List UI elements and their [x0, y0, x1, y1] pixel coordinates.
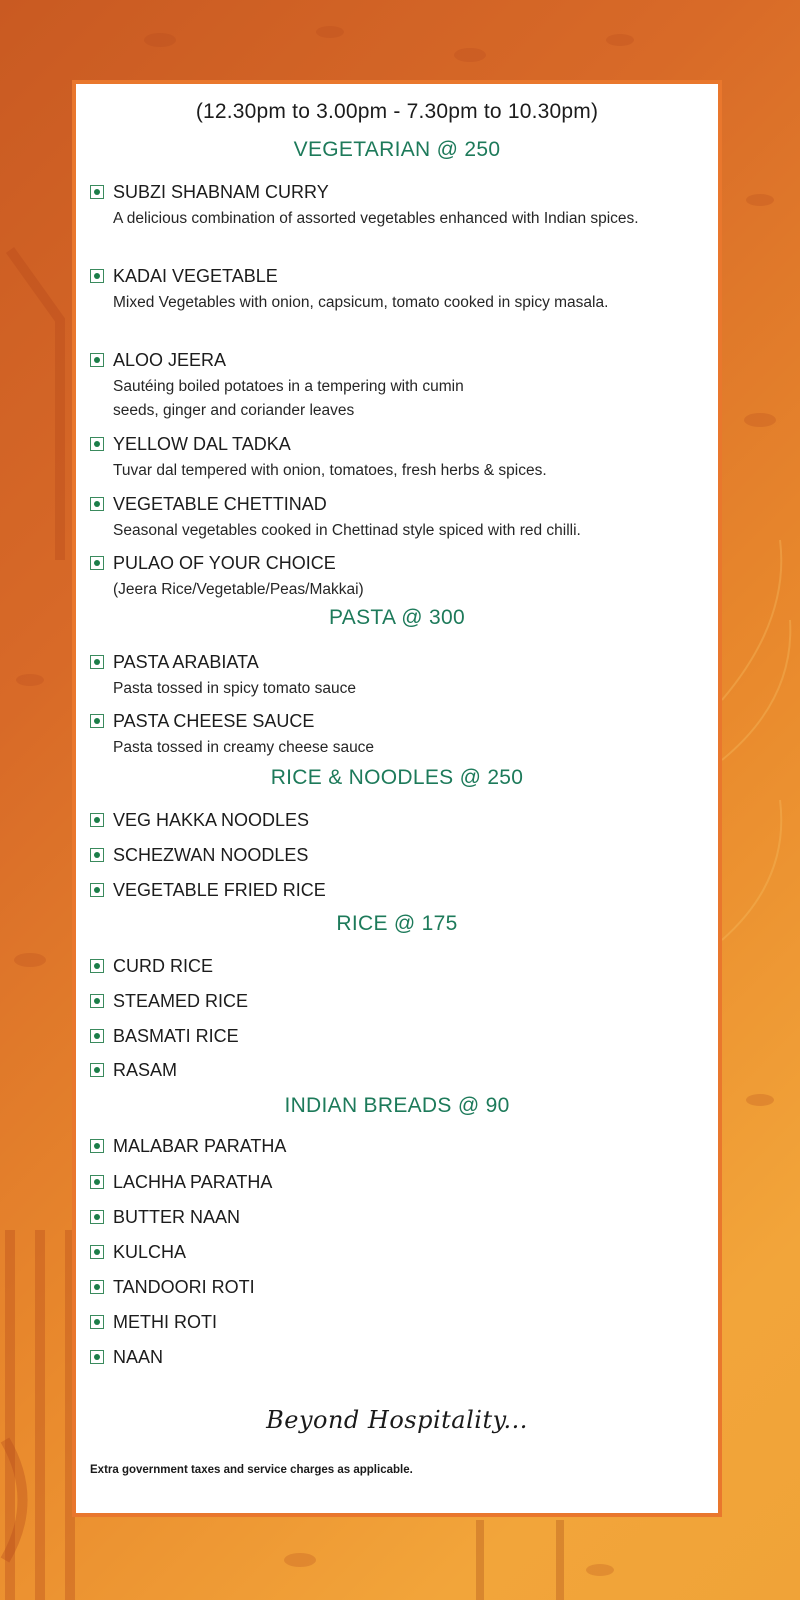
- veg-mark-icon: [90, 437, 104, 451]
- veg-mark-icon: [90, 1139, 104, 1153]
- section-heading: VEGETARIAN @ 250: [293, 138, 501, 161]
- menu-item-name: LACHHA PARATHA: [113, 1172, 273, 1192]
- veg-mark-icon: [90, 1245, 104, 1259]
- menu-item-name: TANDOORI ROTI: [113, 1277, 255, 1297]
- menu-item-name: NAAN: [113, 1347, 164, 1367]
- veg-mark-icon: [90, 497, 104, 511]
- menu-card: [72, 80, 722, 1517]
- menu-item-description: Pasta tossed in spicy tomato sauce: [113, 680, 356, 697]
- veg-mark-icon: [90, 1350, 104, 1364]
- section-heading: PASTA @ 300: [329, 606, 465, 629]
- menu-item-name: CURD RICE: [113, 956, 214, 976]
- menu-item-description: Mixed Vegetables with onion, capsicum, tomato cooked in spicy masala.: [113, 294, 609, 311]
- section-heading: RICE @ 175: [336, 912, 458, 935]
- tagline: Beyond Hospitality...: [266, 1406, 528, 1434]
- menu-item-name: PULAO OF YOUR CHOICE: [113, 553, 336, 573]
- veg-mark-icon: [90, 883, 104, 897]
- menu-item-name: STEAMED RICE: [113, 991, 249, 1011]
- veg-mark-icon: [90, 1175, 104, 1189]
- veg-mark-icon: [90, 185, 104, 199]
- veg-mark-icon: [90, 1029, 104, 1043]
- tax-footnote: Extra government taxes and service charges as applicable.: [90, 1464, 413, 1476]
- veg-mark-icon: [90, 269, 104, 283]
- menu-item-name: RASAM: [113, 1060, 178, 1080]
- veg-mark-icon: [90, 848, 104, 862]
- menu-item-description: Seasonal vegetables cooked in Chettinad style spiced with red chilli.: [113, 522, 581, 539]
- veg-mark-icon: [90, 714, 104, 728]
- veg-mark-icon: [90, 959, 104, 973]
- menu-item-name: VEG HAKKA NOODLES: [113, 810, 310, 830]
- veg-mark-icon: [90, 1210, 104, 1224]
- menu-item-name: BASMATI RICE: [113, 1026, 239, 1046]
- veg-mark-icon: [90, 994, 104, 1008]
- menu-item-description: A delicious combination of assorted vegetables enhanced with Indian spices.: [113, 210, 639, 227]
- veg-mark-icon: [90, 556, 104, 570]
- menu-item-name: VEGETABLE CHETTINAD: [113, 494, 327, 514]
- section-heading: INDIAN BREADS @ 90: [284, 1094, 510, 1117]
- menu-item-name: VEGETABLE FRIED RICE: [113, 880, 326, 900]
- veg-mark-icon: [90, 655, 104, 669]
- menu-item-name: METHI ROTI: [113, 1312, 217, 1332]
- menu-item-name: BUTTER NAAN: [113, 1207, 241, 1227]
- veg-mark-icon: [90, 1315, 104, 1329]
- veg-mark-icon: [90, 1280, 104, 1294]
- menu-item-name: SCHEZWAN NOODLES: [113, 845, 309, 865]
- section-heading: RICE & NOODLES @ 250: [270, 766, 524, 789]
- menu-item-name: KULCHA: [113, 1242, 187, 1262]
- veg-mark-icon: [90, 353, 104, 367]
- menu-item-name: ALOO JEERA: [113, 350, 227, 370]
- veg-mark-icon: [90, 1063, 104, 1077]
- menu-item-description: Tuvar dal tempered with onion, tomatoes, fresh herbs & spices.: [113, 462, 547, 479]
- menu-item-description: (Jeera Rice/Vegetable/Peas/Makkai): [113, 581, 364, 598]
- menu-item-name: PASTA CHEESE SAUCE: [113, 711, 315, 731]
- menu-item-name: MALABAR PARATHA: [113, 1136, 287, 1156]
- menu-item-description: Sautéing boiled potatoes in a tempering with cumin seeds, ginger and coriander leaves: [113, 378, 464, 419]
- menu-item-name: YELLOW DAL TADKA: [113, 434, 291, 454]
- menu-item-name: PASTA ARABIATA: [113, 652, 259, 672]
- veg-mark-icon: [90, 813, 104, 827]
- service-hours: (12.30pm to 3.00pm - 7.30pm to 10.30pm): [195, 100, 599, 123]
- menu-item-name: SUBZI SHABNAM CURRY: [113, 182, 329, 202]
- menu-item-name: KADAI VEGETABLE: [113, 266, 278, 286]
- menu-item-description: Pasta tossed in creamy cheese sauce: [113, 739, 375, 756]
